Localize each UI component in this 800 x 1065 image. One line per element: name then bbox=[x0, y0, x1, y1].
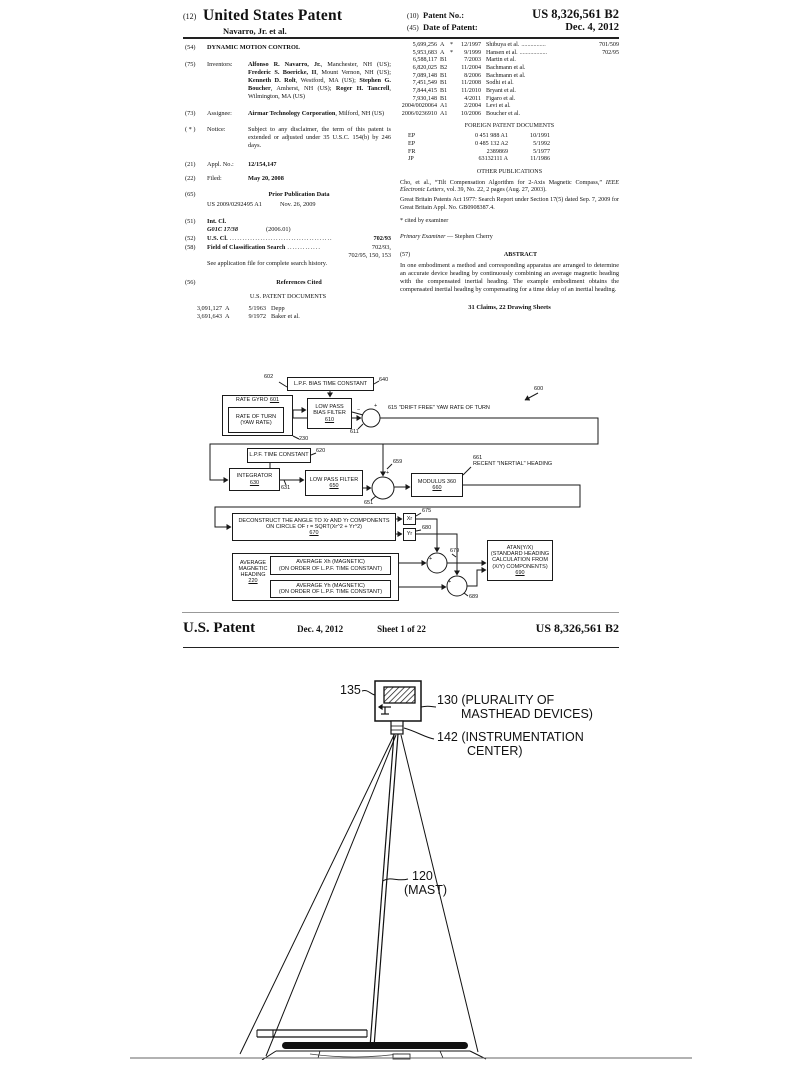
box-ref-number: 220 bbox=[248, 578, 258, 585]
ref-leader bbox=[527, 65, 617, 73]
ref-label-680: 680 bbox=[422, 525, 432, 531]
ref-label-640: 640 bbox=[379, 377, 389, 383]
foreign-date: 11/1986 bbox=[530, 156, 550, 163]
instrumentation-center-box bbox=[391, 721, 403, 734]
field-tag: (73) bbox=[185, 109, 196, 117]
us-reference-row bbox=[185, 305, 391, 313]
ref-number: 6,820,025 bbox=[412, 65, 437, 72]
ref-label-631: 631 bbox=[281, 485, 291, 491]
label-line: CENTER) bbox=[467, 743, 523, 758]
box-label: AVERAGE Xh (MAGNETIC) bbox=[296, 559, 365, 566]
box-ref-number: 650 bbox=[329, 483, 339, 489]
box-label: MAGNETIC bbox=[238, 566, 268, 573]
box-ref-number: 660 bbox=[432, 485, 442, 491]
field-65-header bbox=[185, 191, 391, 199]
text-segment: Airmar Technology Corporation bbox=[248, 109, 336, 117]
text-segment: , Amherst, NH (US); bbox=[270, 84, 336, 92]
ref-name: Bryant et al. bbox=[486, 88, 516, 95]
ref-name: Hansen et al. bbox=[486, 49, 518, 56]
ref-label-679: 679 bbox=[450, 548, 460, 554]
box-ref-number: 690 bbox=[515, 569, 525, 576]
text-segment: IEEE Electronic Letters bbox=[400, 179, 619, 194]
boat-label-142 bbox=[437, 731, 584, 759]
ref-number: 7,930,148 bbox=[412, 95, 437, 102]
forestay-line bbox=[240, 735, 394, 1054]
notice-label: Notice: bbox=[207, 126, 226, 134]
us-reference-row bbox=[400, 96, 619, 104]
ref-label-600: 600 bbox=[534, 386, 544, 392]
int-cl-code: G01C 17/38 bbox=[207, 225, 238, 233]
diagram-box-integrator bbox=[229, 468, 280, 491]
ref-date: 9/1972 bbox=[248, 313, 266, 321]
ref-number: 2006/0236910 bbox=[401, 111, 437, 118]
box-label: LOW PASS FILTER bbox=[309, 476, 359, 483]
sailboat-drawing bbox=[0, 650, 800, 1060]
ref-label-661 bbox=[473, 455, 552, 467]
patent-party: Navarro, Jr. et al. bbox=[223, 26, 287, 36]
label-line: 142 (INSTRUMENTATION bbox=[437, 730, 584, 744]
ref-name: Depp bbox=[271, 305, 285, 313]
leader-142 bbox=[404, 728, 434, 739]
cited-by-examiner: * cited by examiner bbox=[400, 218, 449, 225]
foreign-reference-row bbox=[408, 149, 619, 157]
field-tag: ( * ) bbox=[185, 126, 196, 134]
diagram-box-lpf-bias-time-constant bbox=[287, 377, 374, 391]
ref-name: Bachmann et al. bbox=[486, 72, 526, 79]
ref-number: 7,089,148 bbox=[412, 72, 437, 79]
ref-name: Boucher et al. bbox=[486, 111, 521, 118]
text-segment: Stephen G. Boucher bbox=[248, 76, 391, 92]
box-label: INTEGRATOR bbox=[236, 473, 273, 480]
diagram-box-low-pass-bias-filter bbox=[307, 398, 352, 429]
ref-date: 11/2004 bbox=[461, 65, 481, 72]
ref-text: RECENT "INERTIAL" HEADING bbox=[473, 461, 553, 468]
text-segment: , Milford, NH (US) bbox=[335, 109, 385, 117]
us-cl-value: 702/93 bbox=[373, 234, 391, 242]
box-ref-number: 670 bbox=[309, 530, 319, 537]
box-label: CALCULATION FROM bbox=[492, 557, 548, 564]
ref-kind: B1 bbox=[440, 80, 448, 87]
diagram-box-rate-of-turn bbox=[228, 407, 284, 433]
foreign-reference-row bbox=[408, 141, 619, 149]
label-line: 130 (PLURALITY OF bbox=[437, 693, 555, 707]
label-line: 120 bbox=[412, 869, 433, 883]
ref-kind: A bbox=[225, 305, 230, 313]
us-cl-label: U.S. Cl. bbox=[207, 234, 228, 242]
ref-leader: ................ bbox=[521, 42, 546, 48]
ref-number: 7,844,415 bbox=[412, 88, 437, 95]
box-label: ON CIRCLE OF r = SQRT(Xr^2 + Yr^2) bbox=[265, 523, 363, 530]
front-right-column bbox=[400, 42, 619, 312]
ref-kind: A bbox=[440, 49, 445, 56]
box-ref-number: 601 bbox=[269, 397, 280, 403]
mast-line bbox=[370, 734, 394, 1047]
ref-kind: A bbox=[440, 42, 445, 48]
patent-number: US 8,326,561 B2 bbox=[532, 7, 619, 21]
field-73-assignee bbox=[185, 110, 391, 118]
field-75-inventors bbox=[185, 61, 391, 101]
boat-label-130 bbox=[437, 694, 593, 722]
int-cl-date: (2006.01) bbox=[265, 225, 291, 233]
ref-label-651: 651 bbox=[364, 500, 374, 506]
foreign-reference-row bbox=[408, 156, 619, 164]
us-reference-row bbox=[400, 42, 619, 50]
field-51-int-cl bbox=[185, 218, 391, 226]
avg-magnetic-heading-label bbox=[236, 560, 270, 585]
invention-title: DYNAMIC MOTION CONTROL bbox=[207, 44, 301, 51]
text-segment: Roger H. Tancrell bbox=[335, 84, 390, 92]
foreign-documents-header: FOREIGN PATENT DOCUMENTS bbox=[464, 122, 555, 129]
foreign-country: FR bbox=[408, 148, 416, 155]
inventors-label: Inventors: bbox=[207, 60, 233, 68]
ref-name: Shibuya et al. bbox=[486, 42, 520, 48]
header-rule bbox=[183, 37, 619, 39]
box-label: DECONSTRUCT THE ANGLE TO Xr AND Yr COMPONENTS bbox=[238, 517, 390, 524]
label-line: (MAST) bbox=[404, 882, 448, 897]
date-label: Date of Patent: bbox=[423, 22, 478, 32]
ref-class: 702/95 bbox=[602, 49, 619, 56]
ref-leader bbox=[518, 57, 617, 65]
text-segment: , Mount Vernon, NH (US); bbox=[316, 68, 391, 76]
ref-date: 10/2006 bbox=[461, 111, 481, 118]
sheet-number: Sheet 1 of 22 bbox=[377, 624, 426, 634]
text-segment: Cho, et al., “Tilt Compensation Algorithm for 2-Axis Magnetic Compass,” bbox=[400, 179, 606, 186]
ref-name: Martin et al. bbox=[486, 57, 516, 64]
field-56-references bbox=[185, 279, 391, 287]
box-label: RATE GYRO bbox=[235, 397, 268, 403]
masthead-device-hatched bbox=[384, 687, 415, 703]
ref-leader bbox=[527, 73, 617, 81]
ref-label-611: 611 bbox=[350, 429, 359, 435]
label-line: MASTHEAD DEVICES) bbox=[461, 706, 593, 721]
field-search-value: 702/93, bbox=[371, 243, 391, 251]
field-search-label: Field of Classification Search bbox=[207, 243, 286, 251]
box-label: Yr bbox=[406, 531, 413, 538]
field-57-abstract bbox=[400, 252, 619, 260]
ref-date: 12/1997 bbox=[461, 42, 481, 48]
front-page-header bbox=[183, 7, 619, 36]
ref-number: 7,451,549 bbox=[412, 80, 437, 87]
ref-name: Levi et al. bbox=[486, 103, 511, 110]
box-label: (ON ORDER OF L.P.F. TIME CONSTANT) bbox=[278, 565, 383, 572]
ref-date: 7/2003 bbox=[464, 57, 481, 64]
ref-label-615: 615 "DRIFT FREE" YAW RATE OF TURN bbox=[388, 405, 490, 411]
appl-no-label: Appl. No.: bbox=[207, 161, 234, 169]
ref-leader bbox=[287, 305, 389, 313]
ref-date: 8/2006 bbox=[464, 72, 481, 79]
notice-text: Subject to any disclaimer, the term of this patent is extended or adjusted under 35 U.S.C. 154(b) by 246 days. bbox=[248, 126, 391, 150]
prior-pub-number: US 2009/0292495 A1 bbox=[207, 200, 262, 208]
box-label: (YAW RATE) bbox=[240, 420, 272, 426]
ref-date: 5/1963 bbox=[248, 305, 266, 313]
field-tag: (22) bbox=[185, 175, 196, 183]
ref-date: 4/2011 bbox=[464, 95, 481, 102]
assignee-label: Assignee: bbox=[207, 109, 232, 117]
ref-kind: B1 bbox=[440, 72, 448, 79]
field-tag-12: (12) bbox=[183, 12, 197, 21]
field-tag: (75) bbox=[185, 60, 196, 68]
ref-number: 2004/0020064 bbox=[401, 103, 437, 110]
box-label: AVERAGE bbox=[239, 560, 267, 566]
sheet-title: U.S. Patent bbox=[183, 620, 256, 636]
patent-no-label: Patent No.: bbox=[423, 10, 465, 20]
ref-kind: B1 bbox=[440, 57, 448, 64]
sheet-header bbox=[183, 620, 619, 637]
ref-star: * bbox=[450, 49, 454, 56]
box-label: (X/Y) COMPONENTS) bbox=[492, 563, 548, 570]
page-divider-line bbox=[182, 612, 619, 613]
ref-name: Figaro et al. bbox=[486, 95, 516, 102]
field-search-note-row bbox=[185, 260, 391, 268]
ref-number: 5,699,256 bbox=[412, 42, 437, 48]
box-label: RATE OF TURN bbox=[235, 413, 277, 420]
us-reference-row bbox=[400, 65, 619, 73]
leader-135 bbox=[362, 691, 375, 695]
ref-leader: .................. bbox=[519, 49, 548, 56]
field-54-title bbox=[185, 44, 391, 52]
ref-label-689: 689 bbox=[469, 594, 479, 600]
foreign-country: JP bbox=[408, 156, 414, 163]
ref-kind: A bbox=[225, 313, 230, 321]
inventors-text bbox=[248, 61, 391, 101]
field-tag: (56) bbox=[185, 279, 196, 287]
foreign-country: EP bbox=[408, 133, 416, 140]
box-label: Xr bbox=[406, 515, 413, 522]
ref-date: 11/2008 bbox=[461, 80, 481, 87]
op-plus: + bbox=[374, 403, 378, 409]
foreign-date: 10/1991 bbox=[530, 133, 550, 140]
publication-2: Great Britain Patents Act 1977: Search Report under Section 17(5) dated Sep. 7, 2009 for Great Britain Appl. No. GB0908387.4. bbox=[400, 197, 619, 211]
text-segment: Primary Examiner bbox=[400, 234, 446, 241]
int-cl-label: Int. Cl. bbox=[207, 217, 227, 225]
ref-kind: B1 bbox=[440, 95, 448, 102]
abstract-text: In one embodiment a method and corresponding apparatus are arranged to determine an accurate device heading by continuously combining an average magnetic heading with the compensated inertial heading. The example embodiment obtains the compensated inertial heading by compensating for a time delay of an inertial heading. bbox=[400, 262, 619, 294]
us-reference-row bbox=[400, 80, 619, 88]
ref-label-602: 602 bbox=[264, 374, 274, 380]
us-reference-row bbox=[400, 50, 619, 58]
op-minus: − bbox=[357, 407, 361, 413]
field-22-filed bbox=[185, 175, 391, 183]
diagram-box-average-xh bbox=[270, 556, 391, 575]
box-label: HEADING bbox=[240, 572, 266, 579]
field-52-us-cl bbox=[185, 235, 391, 243]
diagram-box-lpf-time-constant bbox=[247, 448, 311, 463]
ref-kind: A1 bbox=[440, 103, 448, 110]
int-cl-value-row bbox=[185, 226, 391, 234]
box-label: LOW PASS bbox=[315, 404, 344, 411]
ref-kind: B1 bbox=[440, 88, 448, 95]
field-notice bbox=[185, 126, 391, 150]
box-label: ATAN(Y/X) bbox=[506, 545, 534, 552]
ref-class: 701/509 bbox=[599, 42, 619, 48]
prior-publication-row bbox=[185, 201, 391, 209]
boat-label-120 bbox=[404, 869, 448, 898]
abstract-header: ABSTRACT bbox=[503, 251, 538, 258]
patent-date: Dec. 4, 2012 bbox=[565, 22, 619, 33]
document-title: United States Patent bbox=[203, 7, 343, 24]
text-segment: , Westford, MA (US); bbox=[295, 76, 360, 84]
ref-number: 6,588,117 bbox=[412, 57, 437, 64]
ref-leader bbox=[516, 80, 617, 88]
ref-star: * bbox=[450, 42, 454, 48]
publication-1 bbox=[400, 180, 619, 195]
spacer bbox=[185, 260, 207, 268]
us-reference-row bbox=[400, 88, 619, 96]
foreign-number: 0 485 132 A2 bbox=[474, 141, 508, 148]
header-left bbox=[183, 7, 342, 36]
field-tag: (51) bbox=[185, 217, 196, 225]
front-left-column bbox=[185, 44, 391, 321]
filed-label: Filed: bbox=[207, 175, 222, 183]
ref-label-659: 659 bbox=[393, 459, 403, 465]
text-segment: , Wilmington, MA (US) bbox=[248, 84, 391, 100]
ref-leader bbox=[513, 103, 617, 111]
field-search-note: See application file for complete search history. bbox=[207, 259, 328, 267]
us-references-list-left bbox=[185, 305, 391, 321]
ref-number: 3,691,643 bbox=[196, 313, 222, 321]
field-tag: (21) bbox=[185, 161, 196, 169]
foreign-reference-row bbox=[408, 133, 619, 141]
field-tag: (57) bbox=[400, 251, 411, 258]
field-search-value2-row bbox=[185, 252, 391, 260]
ref-kind: A1 bbox=[440, 111, 448, 118]
diagram-box-yr bbox=[403, 528, 416, 541]
claims-line: 31 Claims, 22 Drawing Sheets bbox=[468, 304, 551, 312]
us-reference-row bbox=[400, 57, 619, 65]
ref-number: 5,953,683 bbox=[412, 49, 437, 56]
box-label: L.P.F. TIME CONSTANT bbox=[249, 452, 309, 459]
sheet-header-rule bbox=[183, 647, 619, 648]
field-tag: (65) bbox=[185, 191, 196, 199]
us-reference-row bbox=[400, 111, 619, 119]
foreign-date: 5/1992 bbox=[533, 141, 550, 148]
ref-label-675: 675 bbox=[422, 508, 432, 514]
dot-leader: ............. bbox=[287, 243, 321, 251]
text-segment: Alfonso R. Navarro, Jr. bbox=[248, 60, 321, 68]
heading-flow-diagram bbox=[180, 374, 600, 612]
field-tag: (52) bbox=[185, 234, 196, 242]
prior-pub-date: Nov. 26, 2009 bbox=[279, 200, 316, 208]
ref-leader bbox=[517, 96, 617, 104]
sheet-date: Dec. 4, 2012 bbox=[297, 624, 344, 634]
dot-leader: ........................................ bbox=[229, 234, 333, 242]
text-segment: , Manchester, NH (US); bbox=[320, 60, 391, 68]
text-segment: Kenneth D. Rolt bbox=[248, 76, 296, 84]
us-reference-row bbox=[185, 313, 391, 321]
other-publications-header: OTHER PUBLICATIONS bbox=[476, 169, 543, 176]
op-plus: + bbox=[448, 579, 452, 585]
op-plus: + bbox=[386, 470, 390, 476]
foreign-country: EP bbox=[408, 141, 416, 148]
field-tag: (54) bbox=[185, 44, 196, 51]
field-tag-10: (10) bbox=[407, 12, 419, 20]
field-tag-45: (45) bbox=[407, 24, 419, 32]
ref-leader bbox=[522, 111, 617, 119]
ref-number: 661 bbox=[473, 455, 483, 461]
assignee-text bbox=[248, 110, 391, 118]
text-segment: — Stephen Cherry bbox=[445, 234, 493, 241]
field-tag: (58) bbox=[185, 243, 196, 251]
ref-label-620: 620 bbox=[316, 448, 326, 454]
text-segment: Frederic S. Boericke, II bbox=[248, 68, 317, 76]
ref-leader bbox=[518, 88, 617, 96]
field-58-classification-search bbox=[185, 244, 391, 252]
ref-label-230: 230 bbox=[299, 436, 309, 442]
field-21-appl-no bbox=[185, 161, 391, 169]
foreign-number: 2389869 bbox=[486, 148, 508, 155]
ref-date: 2/2004 bbox=[464, 103, 481, 110]
box-ref-number: 610 bbox=[324, 416, 335, 423]
foreign-references-list bbox=[400, 133, 619, 164]
diagram-box-atan bbox=[487, 540, 553, 581]
diagram-box-xr bbox=[403, 513, 416, 525]
foreign-number: 0 451 988 A1 bbox=[474, 133, 508, 140]
deck-bar bbox=[282, 1042, 468, 1049]
foreign-number: 63132111 A bbox=[478, 156, 508, 163]
foreign-date: 5/1977 bbox=[533, 148, 550, 155]
ref-date: 11/2010 bbox=[461, 88, 481, 95]
boat-label-135: 135 bbox=[340, 683, 361, 697]
box-label: (ON ORDER OF L.P.F. TIME CONSTANT) bbox=[278, 589, 383, 595]
box-label: MODULUS 360 bbox=[417, 478, 457, 485]
box-label: AVERAGE Yh (MAGNETIC) bbox=[296, 582, 365, 589]
appl-no-value: 12/154,147 bbox=[248, 161, 277, 169]
sheet-patent-number: US 8,326,561 B2 bbox=[535, 621, 619, 635]
primary-examiner bbox=[400, 234, 619, 242]
references-cited-header: References Cited bbox=[276, 279, 322, 287]
box-label: L.P.F. BIAS TIME CONSTANT bbox=[293, 380, 368, 387]
diagram-box-average-yh bbox=[270, 580, 391, 598]
prior-pub-header: Prior Publication Data bbox=[268, 191, 330, 199]
diagram-box-deconstruct-angle bbox=[232, 513, 396, 541]
filed-value: May 20, 2008 bbox=[248, 175, 284, 183]
box-ref-number: 630 bbox=[249, 479, 260, 486]
box-label: (STANDARD HEADING bbox=[490, 551, 550, 558]
text-segment: , vol. 39, No. 22, 2 pages (Aug. 27, 2003). bbox=[443, 187, 547, 194]
us-reference-row bbox=[400, 103, 619, 111]
ref-leader bbox=[302, 313, 389, 321]
us-patent-documents-header: U.S. PATENT DOCUMENTS bbox=[249, 293, 327, 301]
ref-name: Baker et al. bbox=[271, 313, 300, 321]
field-search-value2: 702/95, 150, 153 bbox=[348, 251, 391, 259]
ref-kind: B2 bbox=[440, 65, 448, 72]
ref-number: 3,091,127 bbox=[196, 305, 222, 313]
diagram-box-modulus-360 bbox=[411, 473, 463, 497]
op-plus: + bbox=[429, 556, 433, 562]
us-reference-row bbox=[400, 73, 619, 81]
ref-name: Sodhi et al. bbox=[486, 80, 514, 87]
ref-date: 9/1999 bbox=[464, 49, 481, 56]
spacer bbox=[185, 201, 207, 209]
diagram-box-low-pass-filter bbox=[305, 470, 363, 496]
leader-130 bbox=[421, 706, 436, 707]
ref-name: Bachmann et al. bbox=[486, 65, 526, 72]
sailboat-figure bbox=[0, 650, 800, 1060]
box-label: BIAS FILTER bbox=[313, 410, 346, 417]
spacer bbox=[185, 226, 207, 234]
header-right bbox=[407, 7, 619, 36]
us-references-list-right bbox=[400, 42, 619, 119]
